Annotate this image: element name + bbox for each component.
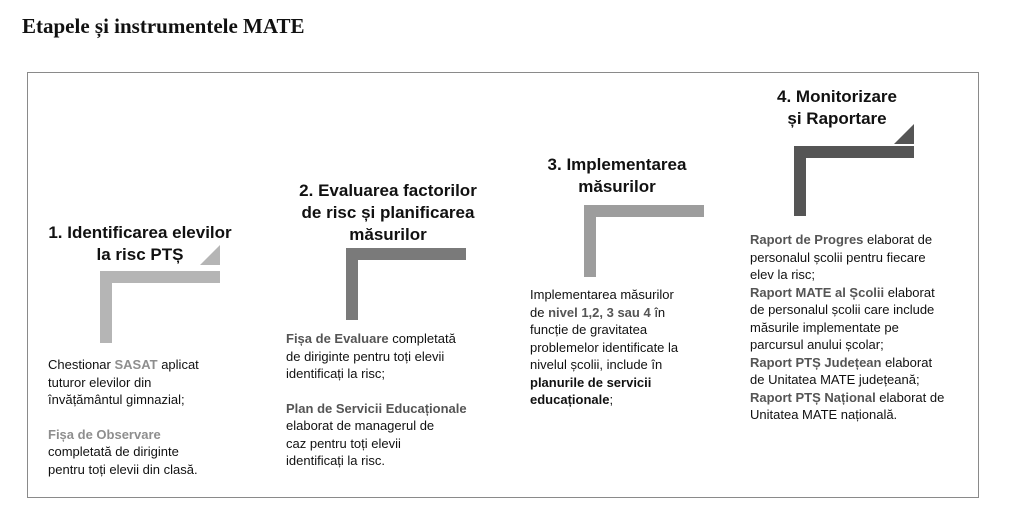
desc-line: identificați la risc;: [286, 366, 385, 381]
step-4-stair-shape: [794, 124, 916, 216]
desc-line: identificați la risc.: [286, 453, 385, 468]
step-2-stair-shape: [346, 248, 468, 320]
desc-line: [750, 389, 944, 407]
step-2-description: [286, 330, 467, 470]
raport-mate-scolii-highlight: Raport MATE al Școlii: [750, 284, 885, 300]
desc-line: Unitatea MATE națională.: [750, 407, 898, 422]
raport-judetean-highlight: Raport PTȘ Județean: [750, 354, 882, 370]
step-1-stair-tread: [100, 271, 220, 283]
fisa-evaluare-highlight: Fișa de Evaluare: [286, 331, 389, 346]
step-3-stair-tread: [584, 205, 704, 217]
step-4-stair-tip: [894, 124, 914, 144]
paragraph-gap: [48, 409, 199, 426]
desc-line: pentru toți elevii din clasă.: [48, 461, 198, 477]
desc-line: de personalul școlii care include: [750, 302, 935, 317]
step-3-title-line: 3. Implementarea: [547, 155, 687, 174]
desc-line: Implementarea măsurilor: [530, 287, 674, 302]
raport-national-highlight: Raport PTȘ Național: [750, 389, 876, 405]
desc-line: de Unitatea MATE județeană;: [750, 372, 920, 387]
desc-line: nivelul școlii, include în: [530, 357, 663, 372]
desc-line: funcție de gravitatea: [530, 322, 648, 337]
step-2-title-line: 2. Evaluarea factorilor: [299, 181, 477, 200]
fisa-observare-highlight: Fișa de Observare: [48, 426, 161, 442]
desc-text: de: [530, 304, 549, 320]
desc-line: parcursul anului școlar;: [750, 337, 884, 352]
desc-text: ;: [609, 392, 614, 407]
desc-text: elaborat de: [875, 389, 945, 405]
step-4-title-line: 4. Monitorizare: [777, 87, 897, 106]
page-title: Etapele și instrumentele MATE: [22, 14, 305, 38]
desc-text: completată: [388, 331, 456, 346]
step-2-stair-riser: [346, 248, 358, 320]
step-3-stair-shape: [584, 205, 706, 277]
desc-line: [48, 356, 199, 374]
raport-progres-highlight: Raport de Progres: [750, 232, 864, 247]
nivel-highlight: nivel 1,2, 3 sau 4: [548, 304, 651, 320]
desc-text: elaborat: [881, 354, 933, 370]
paragraph-gap: [286, 383, 467, 400]
step-3-description: [530, 286, 678, 409]
step-2-title: [288, 180, 488, 246]
sasat-highlight: SASAT: [114, 357, 158, 372]
step-4-stair-tread: [794, 146, 914, 158]
desc-text: elaborat de: [863, 232, 933, 247]
step-1-stair-tip: [200, 245, 220, 265]
desc-line: [750, 231, 944, 249]
step-2-stair-tread: [346, 248, 466, 260]
step-1-title-line: la risc PTȘ: [96, 245, 184, 264]
step-4-title-line: și Raportare: [787, 109, 887, 128]
desc-line: problemelor identificate la: [530, 339, 679, 355]
step-1-stair-shape: [100, 245, 222, 343]
desc-line: elev la risc;: [750, 267, 816, 282]
step-1-description: [48, 356, 199, 478]
step-2-title-line: de risc și planificarea: [301, 203, 475, 222]
desc-line: caz pentru toți elevii: [286, 435, 401, 451]
desc-line: [530, 391, 678, 409]
step-4-description: [750, 231, 944, 424]
desc-text: Chestionar: [48, 357, 115, 372]
step-1-stair-riser: [100, 271, 112, 343]
step-3-title: [522, 154, 712, 198]
desc-text: elaborat: [884, 284, 935, 300]
step-2-title-line: măsurilor: [349, 225, 427, 244]
desc-line: învățământul gimnazial;: [48, 392, 185, 407]
desc-line: [286, 330, 467, 348]
desc-line: [750, 284, 944, 302]
desc-line: tuturor elevilor din: [48, 374, 152, 390]
step-1-title-line: 1. Identificarea elevilor: [48, 223, 232, 242]
desc-line: de diriginte pentru toți elevii: [286, 348, 445, 364]
educationale-highlight: educaționale: [530, 392, 610, 407]
step-3-stair-riser: [584, 205, 596, 277]
desc-line: [530, 304, 678, 322]
desc-text: aplicat: [157, 357, 199, 372]
desc-line: [750, 354, 944, 372]
step-3-title-line: măsurilor: [578, 177, 656, 196]
desc-text: în: [650, 304, 666, 320]
step-4-stair-riser: [794, 146, 806, 216]
desc-line: personalul școlii pentru fiecare: [750, 249, 926, 265]
planuri-highlight: planurile de servicii: [530, 374, 652, 390]
desc-line: elaborat de managerul de: [286, 418, 435, 433]
desc-line: completată de diriginte: [48, 444, 179, 459]
plan-servicii-highlight: Plan de Servicii Educaționale: [286, 400, 467, 416]
desc-line: măsurile implementate pe: [750, 319, 899, 335]
